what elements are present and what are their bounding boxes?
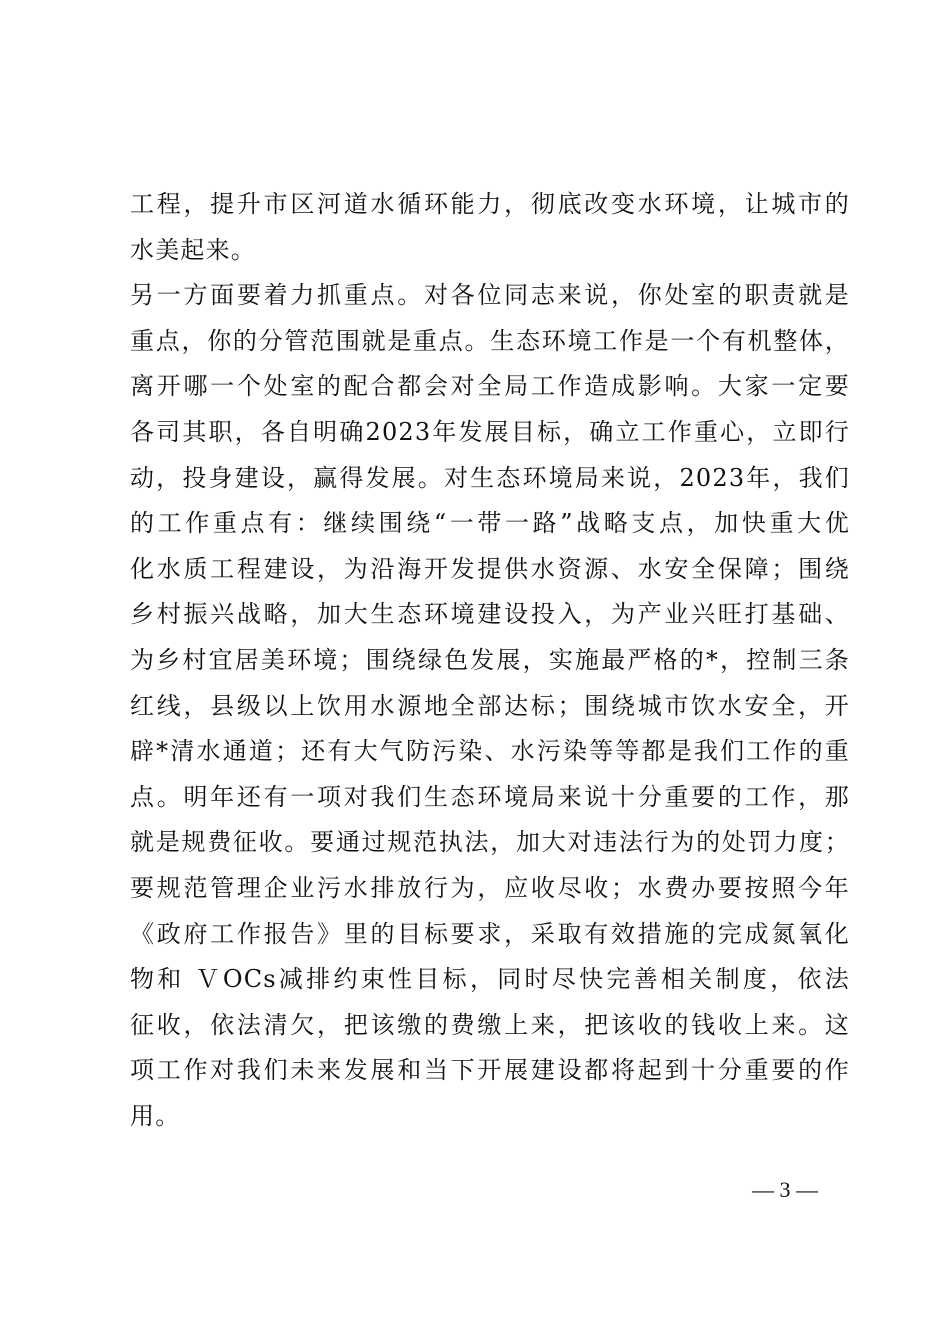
text-line: 《政府工作报告》里的目标要求，采取有效措施的完成氮氧化 xyxy=(130,919,850,948)
text-line: 项工作对我们未来发展和当下开展建设都将起到十分重要的作 xyxy=(130,1056,850,1085)
text-line: 为乡村宜居美环境；围绕绿色发展，实施最严格的*，控制三条 xyxy=(130,645,850,674)
text-line: 要规范管理企业污水排放行为，应收尽收；水费办要按照今年 xyxy=(130,873,850,902)
text-line: 点。明年还有一项对我们生态环境局来说十分重要的工作，那 xyxy=(130,782,850,811)
body-text xyxy=(130,182,850,1139)
text-line: 离开哪一个处室的配合都会对全局工作造成影响。大家一定要 xyxy=(130,372,850,401)
text-line: 征收，依法清欠，把该缴的费缴上来，把该收的钱收上来。这 xyxy=(130,1010,850,1039)
text-line: 各司其职，各自明确2023年发展目标，确立工作重心，立即行 xyxy=(130,417,850,446)
text-line: 辟*清水通道；还有大气防污染、水污染等等都是我们工作的重 xyxy=(130,737,850,766)
text-line: 用。 xyxy=(130,1101,181,1130)
text-line: 红线，县级以上饮用水源地全部达标；围绕城市饮水安全，开 xyxy=(130,691,850,720)
text-line: 乡村振兴战略，加大生态环境建设投入，为产业兴旺打基础、 xyxy=(130,600,850,629)
text-line: 重点，你的分管范围就是重点。生态环境工作是一个有机整体， xyxy=(130,326,850,355)
text-line: 另一方面要着力抓重点。对各位同志来说，你处室的职责就是 xyxy=(130,281,850,310)
text-line: 水美起来。 xyxy=(130,235,256,264)
text-line: 物和 ＶOCs减排约束性目标，同时尽快完善相关制度，依法 xyxy=(130,965,850,994)
text-line: 动，投身建设，赢得发展。对生态环境局来说，2023年，我们 xyxy=(130,463,850,492)
page-number: — 3 — xyxy=(752,1177,818,1202)
text-line: 就是规费征收。要通过规范执法，加大对违法行为的处罚力度； xyxy=(130,828,850,857)
text-line: 的工作重点有：继续围绕“一带一路”战略支点，加快重大优 xyxy=(130,509,850,538)
text-line: 工程，提升市区河道水循环能力，彻底改变水环境，让城市的 xyxy=(130,190,850,218)
text-line: 化水质工程建设，为沿海开发提供水资源、水安全保障；围绕 xyxy=(130,554,850,583)
